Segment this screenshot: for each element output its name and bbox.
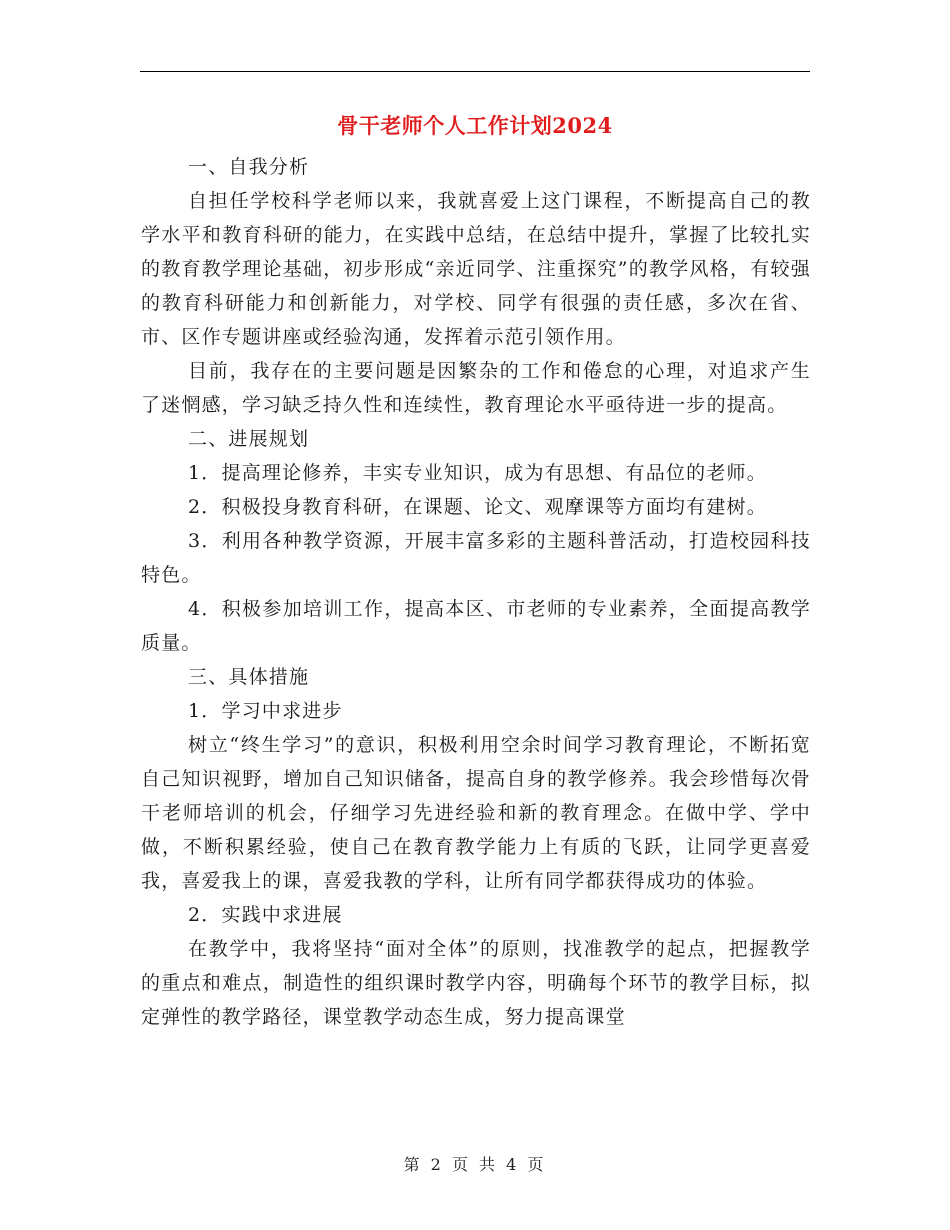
subheading-learning: 1．学习中求进步 [188,700,343,722]
page-number: 第 2 页 共 4 页 [403,1155,547,1174]
paragraph-practice: 在教学中，我将坚持“面对全体”的原则，找准教学的起点，把握教学的重点和难点，制造性的组织课时教学内容，明确每个环节的教学目标，拟定弹性的教学路径，课堂教学动态生成，努力提高课堂 [141,938,811,1028]
heading-measures: 三、具体措施 [188,666,310,688]
plan-item-2: 2．积极投身教育科研，在课题、论文、观摩课等方面均有建树。 [188,496,767,518]
paragraph-learning: 树立“终生学习”的意识，积极利用空余时间学习教育理论，不断拓宽自己知识视野，增加自己知识储备，提高自身的教学修养。我会珍惜每次骨干老师培训的机会，仔细学习先进经验和新的教育理念。在做中学、学中做，不断积累经验，使自己在教育教学能力上有质的飞跃，让同学更喜爱我，喜爱我上的课，喜爱我教的学科，让所有同学都获得成功的体验。 [141,734,811,892]
document-body [141,150,811,1034]
plan-item-4: 4．积极参加培训工作，提高本区、市老师的专业素养，全面提高教学质量。 [141,598,811,654]
subheading-practice: 2．实践中求进展 [188,904,343,926]
header-rule [140,71,810,72]
paragraph-self-analysis-1: 自担任学校科学老师以来，我就喜爱上这门课程，不断提高自己的教学水平和教育科研的能力，在实践中总结，在总结中提升，掌握了比较扎实的教育教学理论基础，初步形成“亲近同学、注重探究”的教学风格，有较强的教育科研能力和创新能力，对学校、同学有很强的责任感，多次在省、市、区作专题讲座或经验沟通，发挥着示范引领作用。 [141,190,811,348]
plan-item-1: 1．提高理论修养，丰实专业知识，成为有思想、有品位的老师。 [188,462,767,484]
plan-item-3: 3．利用各种教学资源，开展丰富多彩的主题科普活动，打造校园科技特色。 [141,530,811,586]
heading-self-analysis: 一、自我分析 [188,156,310,178]
heading-development-plan: 二、进展规划 [188,428,310,450]
paragraph-self-analysis-2: 目前，我存在的主要问题是因繁杂的工作和倦怠的心理，对追求产生了迷惘感，学习缺乏持久性和连续性，教育理论水平亟待进一步的提高。 [141,360,811,416]
document-title: 骨干老师个人工作计划2024 [337,113,613,138]
